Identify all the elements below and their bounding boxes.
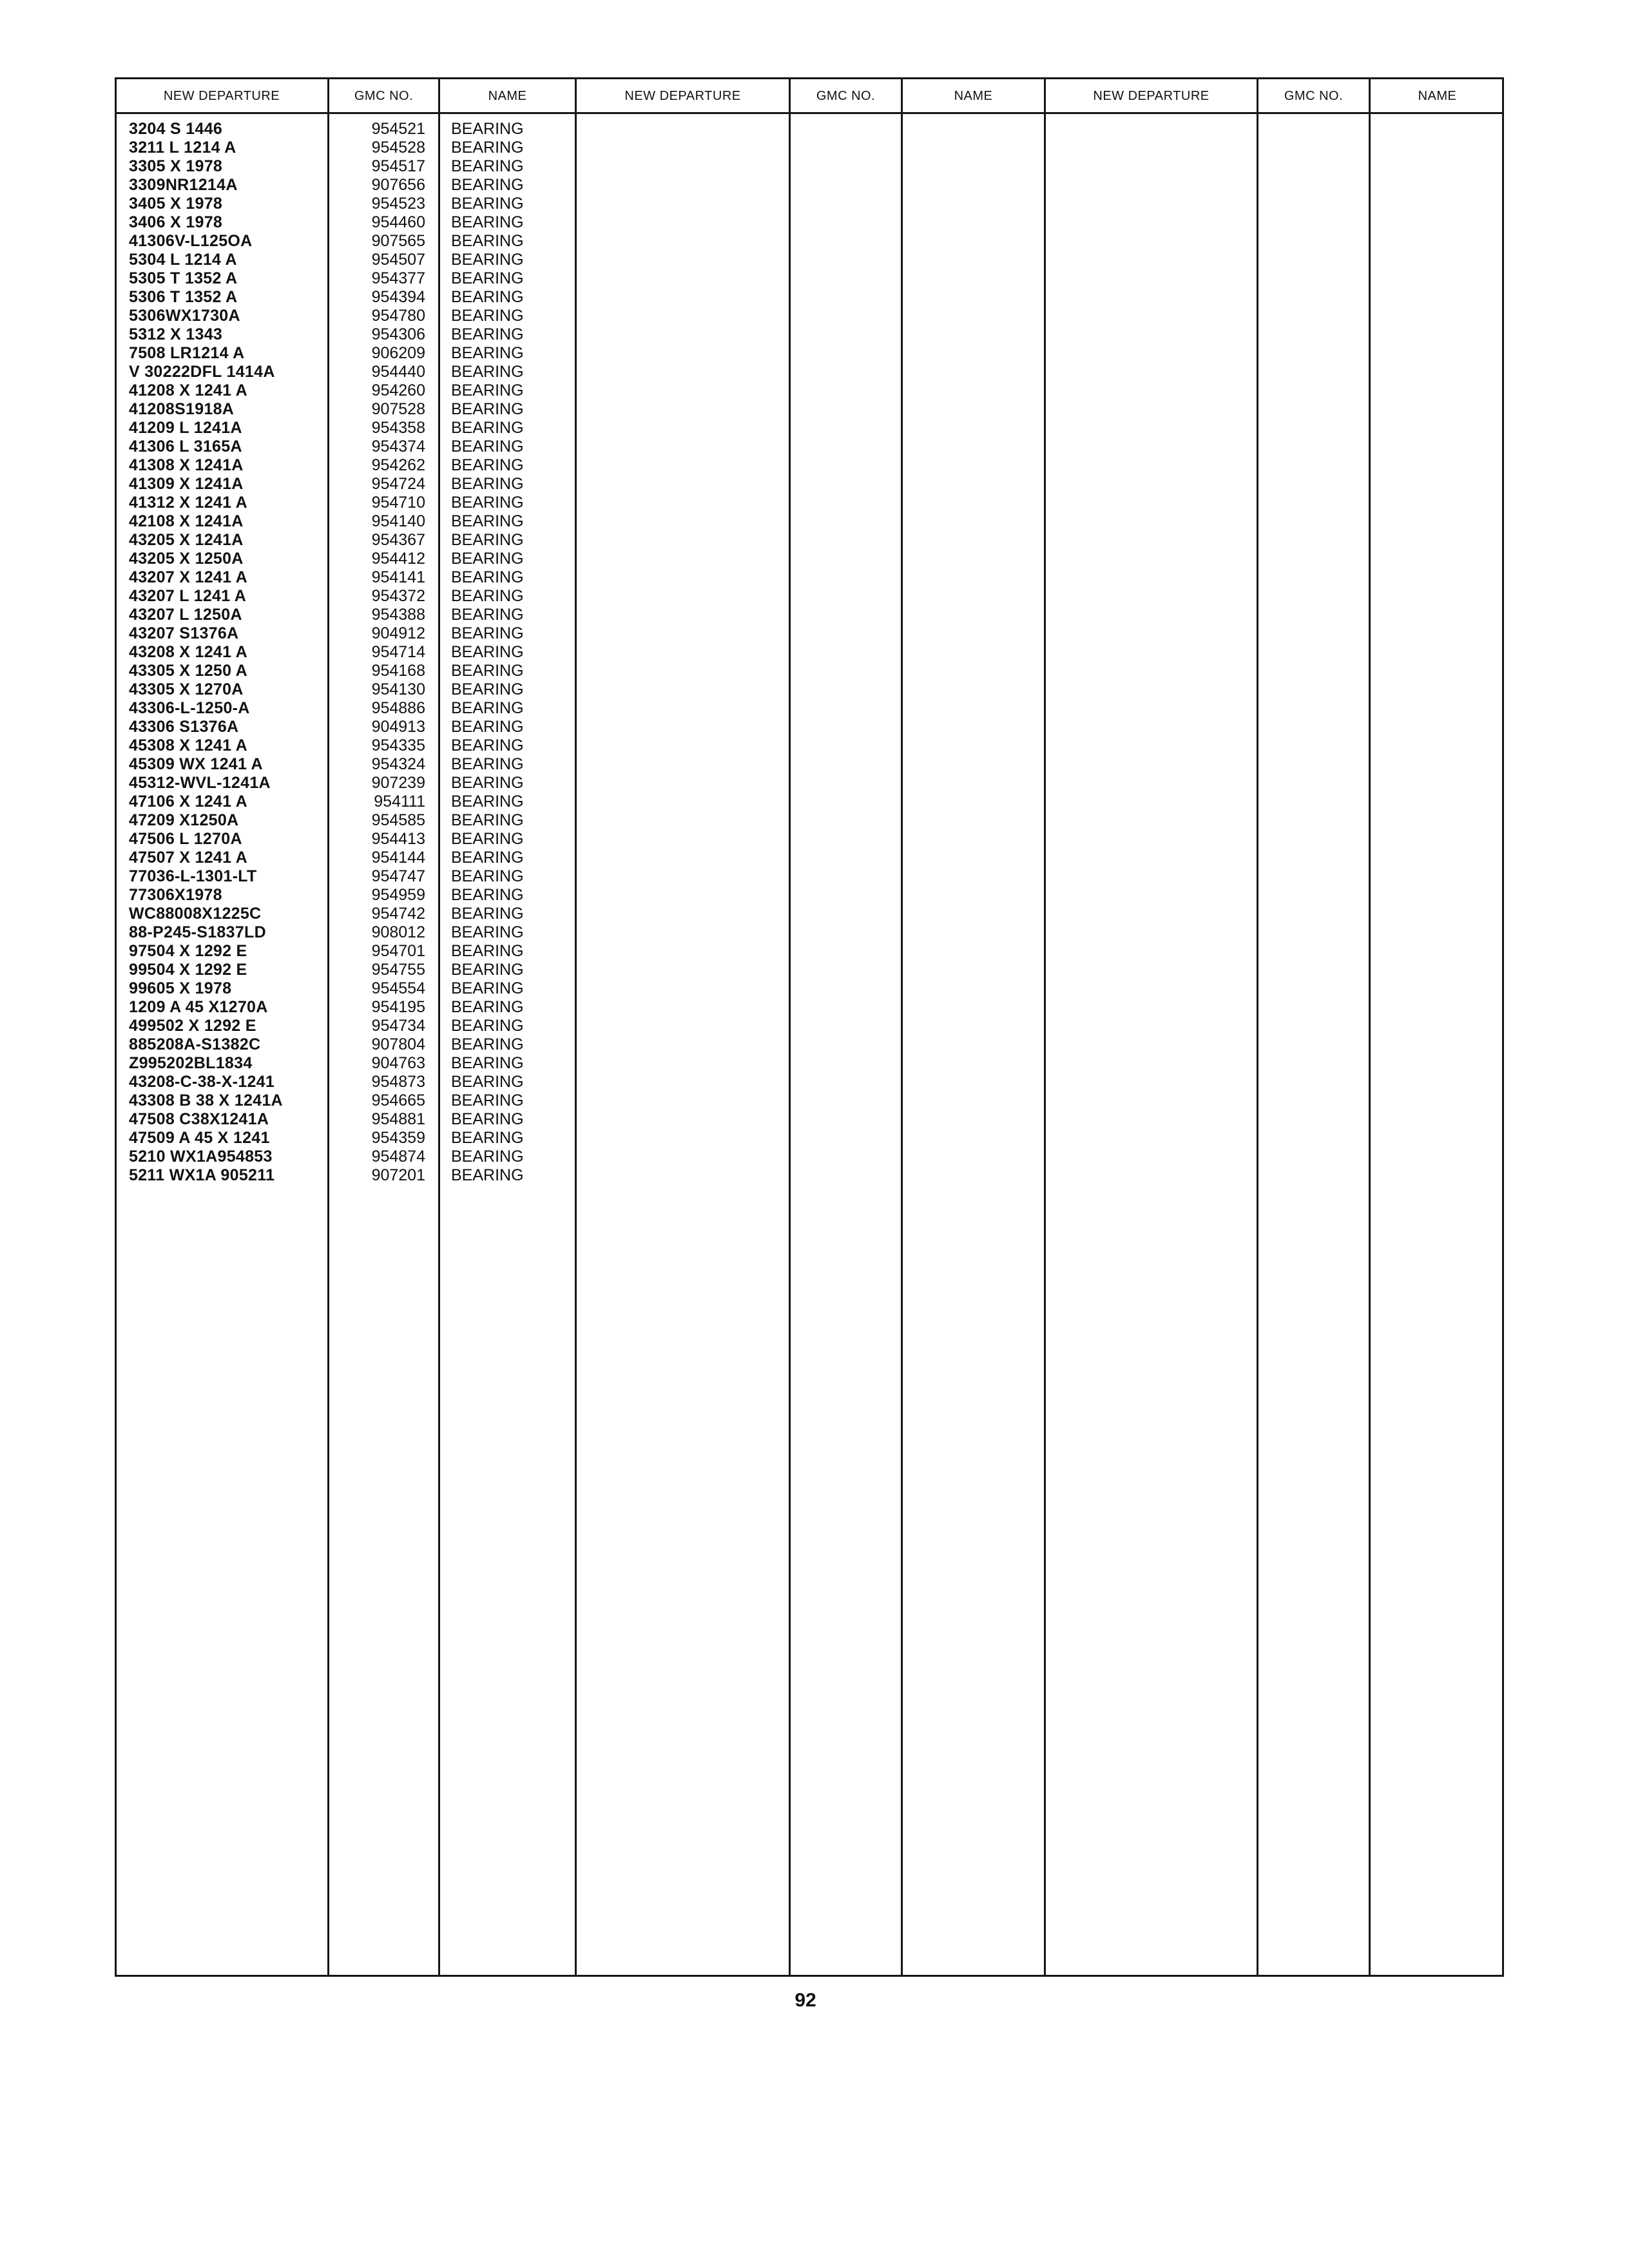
page-number: 92 <box>795 1990 816 2011</box>
part-name: BEARING <box>451 699 524 717</box>
gmc-number: 954144 <box>371 849 425 867</box>
part-name: BEARING <box>451 905 524 923</box>
table-row <box>0 195 1629 213</box>
part-name: BEARING <box>451 1054 524 1072</box>
new-departure-number: 43207 S1376A <box>129 624 239 642</box>
part-name: BEARING <box>451 867 524 885</box>
table-row <box>0 606 1629 624</box>
table-row <box>0 755 1629 774</box>
new-departure-number: 3309NR1214A <box>129 176 238 194</box>
part-name: BEARING <box>451 1017 524 1035</box>
new-departure-number: 41306V-L125OA <box>129 232 253 250</box>
gmc-number: 908012 <box>371 923 425 941</box>
table-row <box>0 942 1629 961</box>
table-row <box>0 1091 1629 1110</box>
table-row <box>0 923 1629 942</box>
new-departure-number: 77036-L-1301-LT <box>129 867 257 885</box>
part-name: BEARING <box>451 811 524 829</box>
new-departure-number: 99504 X 1292 E <box>129 961 247 979</box>
table-row <box>0 381 1629 400</box>
gmc-number: 954701 <box>371 942 425 960</box>
part-name: BEARING <box>451 139 524 157</box>
part-name: BEARING <box>451 849 524 867</box>
new-departure-number: 41208 X 1241 A <box>129 381 247 399</box>
new-departure-number: 42108 X 1241A <box>129 512 244 530</box>
part-name: BEARING <box>451 587 524 605</box>
gmc-number: 954335 <box>371 736 425 754</box>
gmc-number: 954168 <box>371 662 425 680</box>
gmc-number: 954394 <box>371 288 425 306</box>
header-new-departure: NEW DEPARTURE <box>163 89 280 103</box>
part-name: BEARING <box>451 1110 524 1128</box>
new-departure-number: 3204 S 1446 <box>129 120 223 138</box>
header-name: NAME <box>488 89 527 103</box>
part-name: BEARING <box>451 606 524 624</box>
new-departure-number: 43207 L 1241 A <box>129 587 247 605</box>
new-departure-number: 3305 X 1978 <box>129 157 223 175</box>
gmc-number: 954140 <box>371 512 425 530</box>
part-name: BEARING <box>451 886 524 904</box>
table-row <box>0 811 1629 830</box>
gmc-number: 907656 <box>371 176 425 194</box>
gmc-number: 954881 <box>371 1110 425 1128</box>
gmc-number: 954886 <box>371 699 425 717</box>
new-departure-number: 43208 X 1241 A <box>129 643 247 661</box>
new-departure-number: 97504 X 1292 E <box>129 942 247 960</box>
new-departure-number: 5306 T 1352 A <box>129 288 238 306</box>
part-name: BEARING <box>451 942 524 960</box>
gmc-number: 954585 <box>371 811 425 829</box>
table-row <box>0 1073 1629 1091</box>
gmc-number: 954874 <box>371 1148 425 1166</box>
part-name: BEARING <box>451 344 524 362</box>
gmc-number: 954372 <box>371 587 425 605</box>
header-new-departure: NEW DEPARTURE <box>1093 89 1210 103</box>
part-name: BEARING <box>451 176 524 194</box>
new-departure-number: 41308 X 1241A <box>129 456 244 474</box>
new-departure-number: 47106 X 1241 A <box>129 793 247 811</box>
gmc-number: 954554 <box>371 979 425 997</box>
gmc-number: 954780 <box>371 307 425 325</box>
header-gmc-no: GMC NO. <box>816 89 876 103</box>
parts-list <box>0 120 1629 1185</box>
table-row <box>0 699 1629 718</box>
new-departure-number: 43305 X 1270A <box>129 680 244 698</box>
part-name: BEARING <box>451 1091 524 1110</box>
gmc-number: 954412 <box>371 550 425 568</box>
table-row <box>0 139 1629 157</box>
table-row <box>0 288 1629 307</box>
new-departure-number: 47209 X1250A <box>129 811 239 829</box>
part-name: BEARING <box>451 531 524 549</box>
new-departure-number: 45312-WVL-1241A <box>129 774 271 792</box>
new-departure-number: 47508 C38X1241A <box>129 1110 269 1128</box>
part-name: BEARING <box>451 550 524 568</box>
new-departure-number: 3405 X 1978 <box>129 195 223 213</box>
part-name: BEARING <box>451 979 524 997</box>
table-row <box>0 587 1629 606</box>
new-departure-number: 47506 L 1270A <box>129 830 242 848</box>
gmc-number: 906209 <box>371 344 425 362</box>
table-row <box>0 176 1629 195</box>
part-name: BEARING <box>451 923 524 941</box>
new-departure-number: 7508 LR1214 A <box>129 344 245 362</box>
new-departure-number: 5210 WX1A954853 <box>129 1148 273 1166</box>
header-new-departure: NEW DEPARTURE <box>624 89 741 103</box>
table-row <box>0 849 1629 867</box>
part-name: BEARING <box>451 998 524 1016</box>
table-row <box>0 680 1629 699</box>
new-departure-number: V 30222DFL 1414A <box>129 363 275 381</box>
gmc-number: 954747 <box>371 867 425 885</box>
new-departure-number: 1209 A 45 X1270A <box>129 998 268 1016</box>
table-row <box>0 325 1629 344</box>
part-name: BEARING <box>451 1073 524 1091</box>
gmc-number: 954710 <box>371 494 425 512</box>
part-name: BEARING <box>451 363 524 381</box>
new-departure-number: 5211 WX1A 905211 <box>129 1166 275 1184</box>
gmc-number: 954141 <box>371 568 425 586</box>
gmc-number: 907528 <box>371 400 425 418</box>
gmc-number: 954111 <box>374 793 425 811</box>
gmc-number: 954324 <box>371 755 425 773</box>
table-row <box>0 512 1629 531</box>
table-row <box>0 400 1629 419</box>
part-name: BEARING <box>451 494 524 512</box>
gmc-number: 907565 <box>371 232 425 250</box>
table-row <box>0 624 1629 643</box>
gmc-number: 954388 <box>371 606 425 624</box>
table-row <box>0 232 1629 251</box>
header-gmc-no: GMC NO. <box>1284 89 1344 103</box>
table-row <box>0 307 1629 325</box>
part-name: BEARING <box>451 961 524 979</box>
new-departure-number: 43208-C-38-X-1241 <box>129 1073 275 1091</box>
table-row <box>0 867 1629 886</box>
part-name: BEARING <box>451 830 524 848</box>
gmc-number: 954507 <box>371 251 425 269</box>
new-departure-number: 41208S1918A <box>129 400 235 418</box>
part-name: BEARING <box>451 213 524 231</box>
new-departure-number: 47507 X 1241 A <box>129 849 247 867</box>
part-name: BEARING <box>451 1035 524 1053</box>
part-name: BEARING <box>451 1166 524 1184</box>
part-name: BEARING <box>451 680 524 698</box>
part-name: BEARING <box>451 157 524 175</box>
table-row <box>0 120 1629 139</box>
gmc-number: 954724 <box>371 475 425 493</box>
table-row <box>0 437 1629 456</box>
gmc-number: 904763 <box>371 1054 425 1072</box>
gmc-number: 954959 <box>371 886 425 904</box>
part-name: BEARING <box>451 774 524 792</box>
gmc-number: 954358 <box>371 419 425 437</box>
table-row <box>0 213 1629 232</box>
table-row <box>0 251 1629 269</box>
part-name: BEARING <box>451 793 524 811</box>
table-row <box>0 830 1629 849</box>
new-departure-number: 5306WX1730A <box>129 307 240 325</box>
new-departure-number: Z995202BL1834 <box>129 1054 253 1072</box>
table-row <box>0 793 1629 811</box>
table-row <box>0 157 1629 176</box>
table-row <box>0 1110 1629 1129</box>
part-name: BEARING <box>451 643 524 661</box>
new-departure-number: 43205 X 1250A <box>129 550 244 568</box>
gmc-number: 954714 <box>371 643 425 661</box>
new-departure-number: 99605 X 1978 <box>129 979 232 997</box>
table-row <box>0 1017 1629 1035</box>
table-row <box>0 1166 1629 1185</box>
header-gmc-no: GMC NO. <box>354 89 414 103</box>
gmc-number: 954130 <box>371 680 425 698</box>
table-row <box>0 774 1629 793</box>
table-row <box>0 662 1629 680</box>
table-row <box>0 1035 1629 1054</box>
new-departure-number: 47509 A 45 X 1241 <box>129 1129 270 1147</box>
gmc-number: 954873 <box>371 1073 425 1091</box>
gmc-number: 954755 <box>371 961 425 979</box>
gmc-number: 954460 <box>371 213 425 231</box>
new-departure-number: 885208A-S1382C <box>129 1035 261 1053</box>
new-departure-number: 43305 X 1250 A <box>129 662 247 680</box>
new-departure-number: 45309 WX 1241 A <box>129 755 263 773</box>
part-name: BEARING <box>451 419 524 437</box>
part-name: BEARING <box>451 736 524 754</box>
new-departure-number: 45308 X 1241 A <box>129 736 247 754</box>
part-name: BEARING <box>451 437 524 456</box>
new-departure-number: 41312 X 1241 A <box>129 494 247 512</box>
table-row <box>0 568 1629 587</box>
part-name: BEARING <box>451 269 524 287</box>
gmc-number: 954521 <box>371 120 425 138</box>
part-name: BEARING <box>451 1148 524 1166</box>
part-name: BEARING <box>451 1129 524 1147</box>
gmc-number: 904912 <box>371 624 425 642</box>
new-departure-number: WC88008X1225C <box>129 905 262 923</box>
gmc-number: 907239 <box>371 774 425 792</box>
table-row <box>0 643 1629 662</box>
table-row <box>0 736 1629 755</box>
table-row <box>0 979 1629 998</box>
gmc-number: 954734 <box>371 1017 425 1035</box>
header-name: NAME <box>954 89 993 103</box>
table-row <box>0 344 1629 363</box>
gmc-number: 954517 <box>371 157 425 175</box>
part-name: BEARING <box>451 251 524 269</box>
part-name: BEARING <box>451 195 524 213</box>
new-departure-number: 43207 X 1241 A <box>129 568 247 586</box>
part-name: BEARING <box>451 568 524 586</box>
new-departure-number: 5305 T 1352 A <box>129 269 238 287</box>
gmc-number: 954665 <box>371 1091 425 1110</box>
new-departure-number: 41306 L 3165A <box>129 437 242 456</box>
gmc-number: 954413 <box>371 830 425 848</box>
gmc-number: 954374 <box>371 437 425 456</box>
part-name: BEARING <box>451 456 524 474</box>
new-departure-number: 41309 X 1241A <box>129 475 244 493</box>
part-name: BEARING <box>451 381 524 399</box>
gmc-number: 904913 <box>371 718 425 736</box>
gmc-number: 954262 <box>371 456 425 474</box>
new-departure-number: 43308 B 38 X 1241A <box>129 1091 283 1110</box>
part-name: BEARING <box>451 232 524 250</box>
new-departure-number: 499502 X 1292 E <box>129 1017 256 1035</box>
table-row <box>0 475 1629 494</box>
header-rule <box>115 112 1504 114</box>
part-name: BEARING <box>451 512 524 530</box>
part-name: BEARING <box>451 755 524 773</box>
table-row <box>0 998 1629 1017</box>
new-departure-number: 43207 L 1250A <box>129 606 242 624</box>
new-departure-number: 43306-L-1250-A <box>129 699 250 717</box>
table-row <box>0 1129 1629 1148</box>
gmc-number: 954367 <box>371 531 425 549</box>
new-departure-number: 43306 S1376A <box>129 718 239 736</box>
table-row <box>0 531 1629 550</box>
new-departure-number: 43205 X 1241A <box>129 531 244 549</box>
table-row <box>0 456 1629 475</box>
table-row <box>0 269 1629 288</box>
gmc-number: 954359 <box>371 1129 425 1147</box>
table-row <box>0 886 1629 905</box>
table-row <box>0 905 1629 923</box>
new-departure-number: 5312 X 1343 <box>129 325 223 343</box>
table-row <box>0 1148 1629 1166</box>
gmc-number: 907804 <box>371 1035 425 1053</box>
gmc-number: 954260 <box>371 381 425 399</box>
table-row <box>0 363 1629 381</box>
gmc-number: 954742 <box>371 905 425 923</box>
part-name: BEARING <box>451 662 524 680</box>
part-name: BEARING <box>451 307 524 325</box>
part-name: BEARING <box>451 624 524 642</box>
part-name: BEARING <box>451 120 524 138</box>
new-departure-number: 88-P245-S1837LD <box>129 923 266 941</box>
table-row <box>0 550 1629 568</box>
part-name: BEARING <box>451 400 524 418</box>
new-departure-number: 5304 L 1214 A <box>129 251 237 269</box>
new-departure-number: 41209 L 1241A <box>129 419 242 437</box>
table-row <box>0 1054 1629 1073</box>
gmc-number: 954440 <box>371 363 425 381</box>
gmc-number: 907201 <box>371 1166 425 1184</box>
table-row <box>0 494 1629 512</box>
new-departure-number: 3406 X 1978 <box>129 213 223 231</box>
table-row <box>0 961 1629 979</box>
part-name: BEARING <box>451 718 524 736</box>
gmc-number: 954523 <box>371 195 425 213</box>
gmc-number: 954377 <box>371 269 425 287</box>
part-name: BEARING <box>451 288 524 306</box>
gmc-number: 954528 <box>371 139 425 157</box>
new-departure-number: 3211 L 1214 A <box>129 139 236 157</box>
part-name: BEARING <box>451 325 524 343</box>
table-row <box>0 419 1629 437</box>
header-name: NAME <box>1418 89 1457 103</box>
gmc-number: 954195 <box>371 998 425 1016</box>
new-departure-number: 77306X1978 <box>129 886 222 904</box>
gmc-number: 954306 <box>371 325 425 343</box>
table-row <box>0 718 1629 736</box>
part-name: BEARING <box>451 475 524 493</box>
